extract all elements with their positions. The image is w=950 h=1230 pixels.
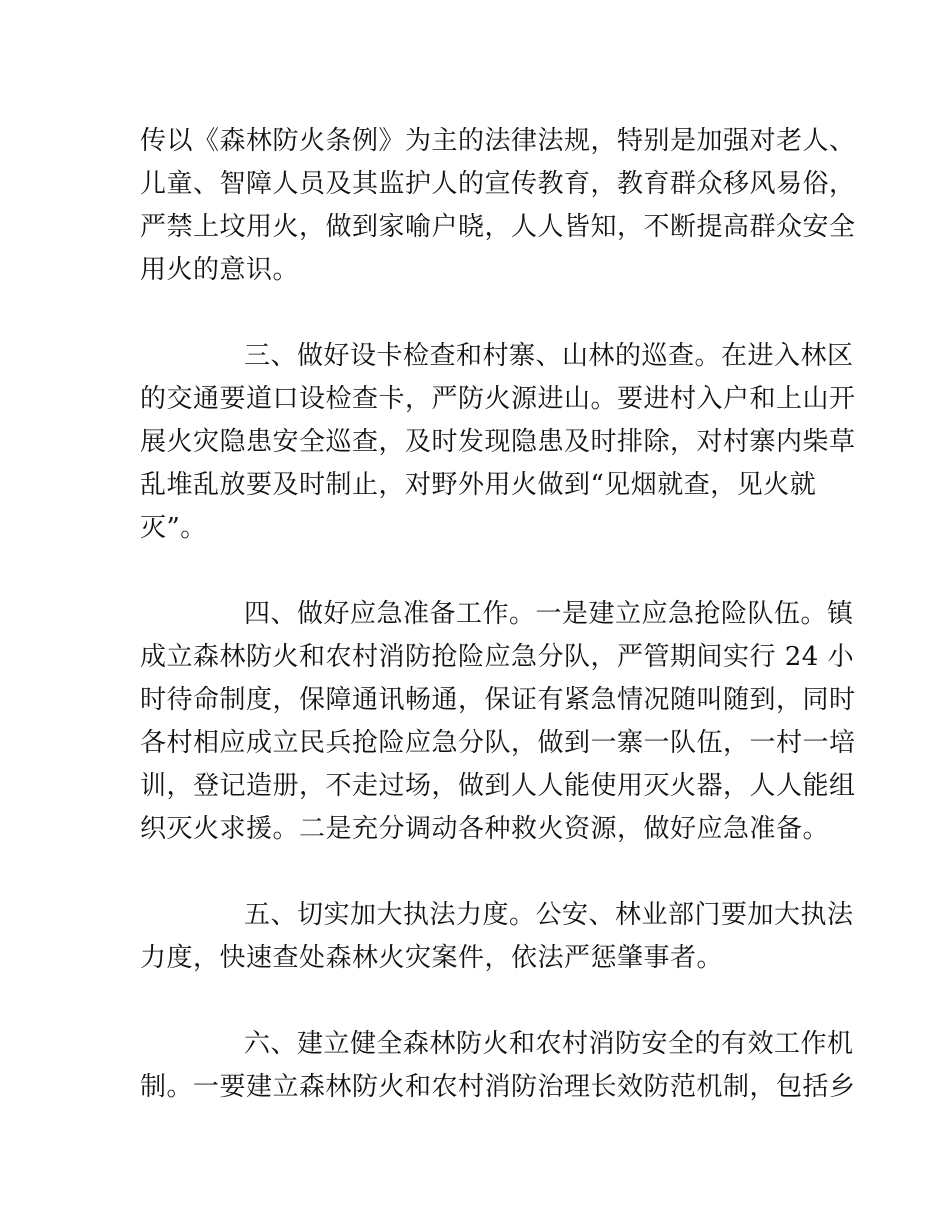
text-line: 灭”。 [140, 513, 207, 543]
text-line: 织灭火求援。二是充分调动各种救火资源，做好应急准备。 [140, 814, 830, 844]
text-line: 五、切实加大执法力度。公安、林业部门要加大执法 [244, 900, 854, 930]
text-line: 制。一要建立森林防火和农村消防治理长效防范机制，包括乡 [140, 1072, 856, 1102]
text-line: 成立森林防火和农村消防抢险应急分队，严管期间实行 24 小 [140, 642, 855, 672]
text-line: 训，登记造册，不走过场，做到人人能使用灭火器，人人能组 [140, 771, 856, 801]
text-line: 力度，快速查处森林火灾案件，依法严惩肇事者。 [140, 943, 724, 973]
text-line: 展火灾隐患安全巡查，及时发现隐患及时排除，对村寨内柴草 [140, 427, 856, 457]
text-line: 儿童、智障人员及其监护人的宣传教育，教育群众移风易俗， [140, 169, 856, 199]
text-line: 时待命制度，保障通讯畅通，保证有紧急情况随叫随到，同时 [140, 685, 856, 715]
text-line: 乱堆乱放要及时制止，对野外用火做到“见烟就查，见火就 [140, 470, 817, 500]
text-line: 六、建立健全森林防火和农村消防安全的有效工作机 [244, 1029, 854, 1059]
text-line: 用火的意识。 [140, 255, 300, 285]
text-line: 严禁上坟用火，做到家喻户晓，人人皆知，不断提高群众安全 [140, 212, 856, 242]
text-line: 三、做好设卡检查和村寨、山林的巡查。在进入林区 [244, 341, 854, 371]
text-line: 四、做好应急准备工作。一是建立应急抢险队伍。镇 [244, 599, 854, 629]
text-line: 各村相应成立民兵抢险应急分队，做到一寨一队伍，一村一培 [140, 728, 856, 758]
text-line: 传以《森林防火条例》为主的法律法规，特别是加强对老人、 [140, 126, 856, 156]
text-line: 的交通要道口设检查卡，严防火源进山。要进村入户和上山开 [140, 384, 856, 414]
